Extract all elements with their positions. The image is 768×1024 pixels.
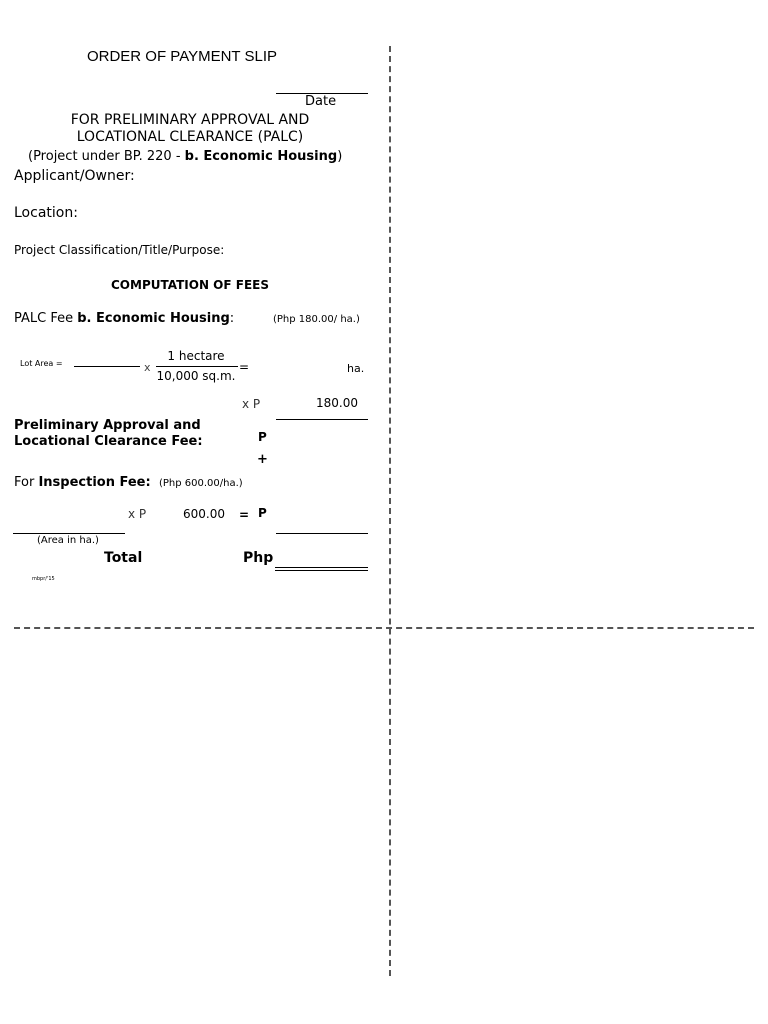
heading-line-2: LOCATIONAL CLEARANCE (PALC)	[76, 129, 304, 145]
lot-area-label: Lot Area =	[20, 359, 63, 368]
ha-unit: ha.	[347, 362, 365, 375]
area-caption: (Area in ha.)	[37, 535, 99, 546]
total-line-lower	[275, 570, 368, 571]
fraction-bar	[156, 366, 238, 367]
slip-title: ORDER OF PAYMENT SLIP	[86, 48, 278, 65]
palc-fee-bold: b. Economic Housing	[77, 311, 230, 326]
rate-x-p: x P	[242, 397, 261, 411]
project-type	[28, 149, 342, 164]
equals-sign: =	[239, 360, 250, 374]
palc-fee-label	[14, 311, 234, 326]
vertical-cut-line	[389, 46, 391, 976]
project-suffix: )	[337, 149, 343, 164]
inspection-rate: (Php 600.00/ha.)	[159, 478, 243, 489]
prelim-fee-line-1: Preliminary Approval and	[14, 418, 201, 433]
inspection-bold: Inspection Fee:	[38, 475, 151, 490]
lot-area-line	[74, 366, 140, 367]
location-label: Location:	[14, 205, 78, 221]
inspection-p: P	[258, 506, 267, 520]
project-type-bold: b. Economic Housing	[184, 149, 338, 164]
computation-heading: COMPUTATION OF FEES	[111, 278, 269, 292]
palc-rate: (Php 180.00/ ha.)	[273, 314, 360, 325]
prelim-fee-p: P	[258, 430, 267, 444]
fraction-denominator: 10,000 sq.m.	[156, 369, 236, 383]
palc-fee-prefix: PALC Fee	[14, 311, 78, 326]
rate-amount: 180.00	[316, 396, 358, 410]
plus-sign: +	[257, 452, 268, 467]
horizontal-cut-line	[14, 627, 754, 629]
applicant-label: Applicant/Owner:	[14, 168, 135, 184]
rate-line	[276, 419, 368, 420]
footer-code: mbpr/'15	[32, 576, 55, 582]
prelim-fee-line-2: Locational Clearance Fee:	[14, 434, 203, 449]
classification-label: Project Classification/Title/Purpose:	[14, 243, 225, 257]
inspection-x-p: x P	[128, 507, 147, 521]
inspection-fee-label	[14, 475, 151, 490]
area-line	[13, 533, 125, 534]
inspection-total-line	[276, 533, 368, 534]
total-line-upper	[275, 567, 368, 568]
inspection-equals: =	[239, 508, 250, 522]
project-prefix: (Project under BP. 220 -	[28, 149, 185, 164]
heading-line-1: FOR PRELIMINARY APPROVAL AND	[70, 112, 310, 128]
date-label: Date	[305, 94, 337, 109]
palc-fee-suffix: :	[229, 311, 235, 326]
total-label: Total	[104, 550, 143, 566]
php-label: Php	[243, 550, 274, 566]
fraction-numerator: 1 hectare	[167, 349, 225, 363]
times-sign: x	[144, 361, 151, 374]
inspection-prefix: For	[14, 475, 39, 490]
inspection-amount: 600.00	[183, 507, 225, 521]
